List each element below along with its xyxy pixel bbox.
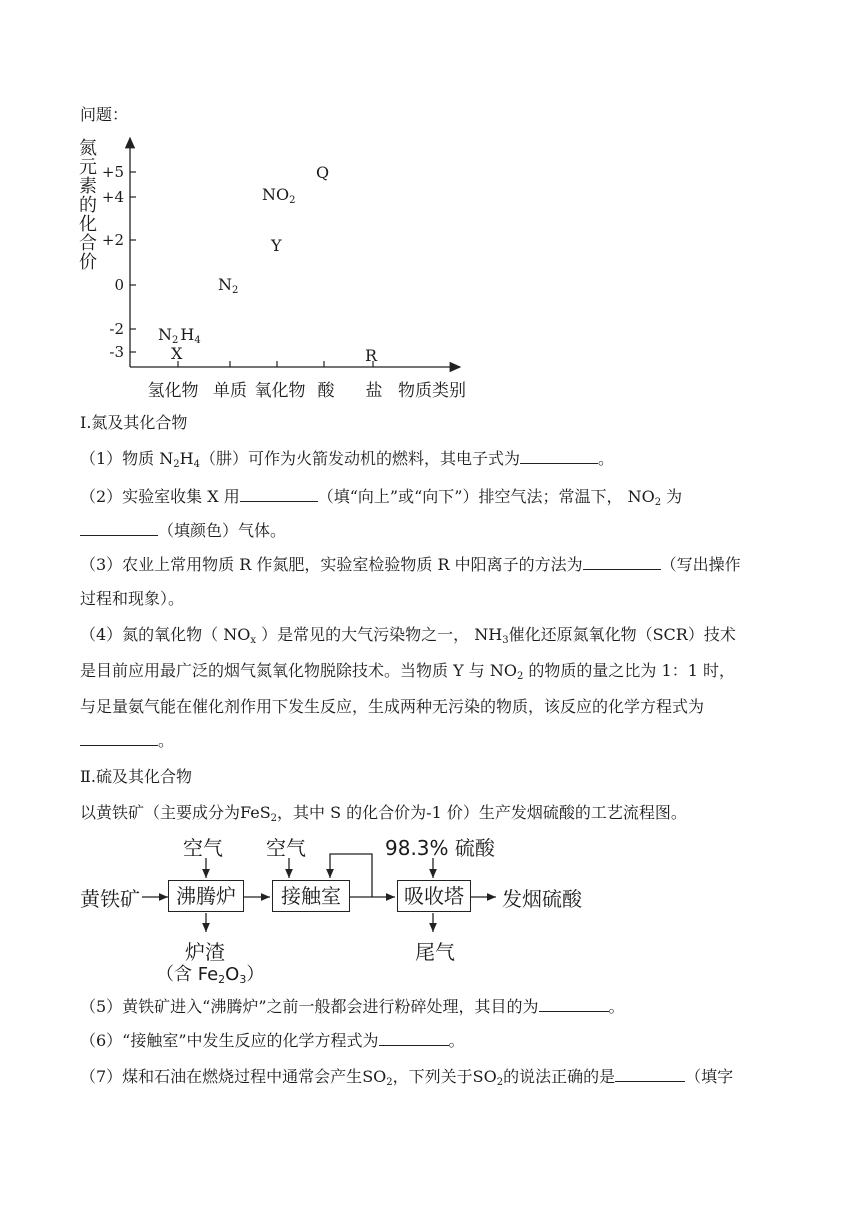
y-axis-title-char-3: 的 [79,195,97,216]
question-4: （4）氮的氧化物（ $NO_x$ ）是常见的大气污染物之一， $NH_3$催化还原氮氧化物（SCR）技术 [80,625,736,646]
answer-blank-3[interactable] [583,555,661,570]
y-tick-label-4: -2 [109,320,124,338]
valence-chart [70,130,490,430]
y-axis-title-char-5: 合 [79,233,97,254]
answer-blank-1[interactable] [520,449,598,464]
x-category-3: 酸 [317,381,335,401]
flow-tail-gas: 尾气 [415,940,455,964]
section2-title: Ⅱ.硫及其化合物 [80,767,192,786]
answer-blank-2b[interactable] [80,521,158,536]
question-2-cont: （填颜色）气体。 [80,520,286,542]
flow-product: 发烟硫酸 [502,887,582,911]
question-4-line2: 是目前应用最广泛的烟气氮氧化物脱除技术。当物质 Y 与 $NO_2$ 的物质的量之比为 1：1 时， [80,661,735,682]
question-6: （6）“接触室”中发生反应的化学方程式为 。 [80,1031,465,1050]
question-5: （5）黄铁矿进入“沸腾炉”之前一般都会进行粉碎处理，其目的为 。 [80,997,625,1016]
x-category-1: 单质 [213,381,247,401]
question-1: （1）物质 $N_2H_4$（肼）可作为火箭发动机的燃料，其电子式为 。 [80,449,615,470]
label-x: X [171,344,183,363]
answer-blank-6[interactable] [379,1031,449,1046]
section2-intro: 以黄铁矿（主要成分为FeS$_2$，其中 S 的化合价为-1 价）生产发烟硫酸的工艺流程图。 [80,803,687,824]
flow-air-1: 空气 [183,836,223,860]
flow-air-2: 空气 [266,836,306,860]
y-tick-label-3: 0 [114,276,124,294]
flow-start: 黄铁矿 [80,887,140,911]
answer-blank-2a[interactable] [240,487,318,502]
label-q: Q [316,163,330,182]
section1-title: Ⅰ.氮及其化合物 [80,413,188,432]
y-axis-title-char-2: 素 [79,176,97,197]
y-tick-label-2: +2 [101,231,124,249]
flow-slag: 炉渣 [185,940,225,964]
y-tick-label-5: -3 [109,343,124,361]
y-axis-title-char-4: 化 [79,214,97,235]
flow-slag-note: （含 $Fe_2O_3$） [156,964,265,986]
y-axis-title-char-1: 元 [79,157,97,178]
question-4-line4: 。 [80,730,174,752]
y-axis-title-char-0: 氮 [79,138,97,159]
label-y: Y [271,236,282,255]
answer-blank-4[interactable] [80,731,158,746]
x-category-2: 氧化物 [254,381,306,401]
y-tick-label-0: +5 [101,163,124,181]
label-n2: N2 [218,275,239,296]
question-2: （2）实验室收集 X 用 （填“向上”或“向下”）排空气法；常温下， $NO_2$ 为 [80,487,683,508]
answer-blank-5[interactable] [539,997,609,1012]
question-3-cont: 过程和现象）。 [80,589,185,608]
intro-text: 问题： [80,105,129,124]
answer-blank-7[interactable] [615,1067,685,1082]
label-no2: NO2 [262,185,296,206]
question-4-line3: 与足量氨气能在催化剂作用下发生反应，生成两种无污染的物质，该反应的化学方程式为 [80,697,705,716]
flow-box-boiling-furnace: 沸腾炉 [168,880,244,912]
y-tick-label-1: +4 [101,188,124,206]
x-axis-title: 物质类别 [398,381,466,401]
flow-box-absorption-tower: 吸收塔 [397,880,471,912]
question-3: （3）农业上常用物质 R 作氮肥，实验室检验物质 R 中阳离子的方法为 （写出操作 [80,555,741,574]
x-category-4: 盐 [365,381,383,401]
question-7: （7）煤和石油在燃烧过程中通常会产生$SO_2$，下列关于$SO_2$的说法正确的是 （填字 [80,1067,734,1088]
label-r: R [365,346,378,365]
flow-acid: 98.3% 硫酸 [385,836,495,860]
y-axis-title-char-6: 价 [79,252,97,273]
recycle-loop [330,854,372,897]
label-n2h4: N2 H4 [158,325,201,346]
x-category-0: 氢化物 [147,381,199,401]
flow-box-contact-chamber: 接触室 [272,880,350,912]
